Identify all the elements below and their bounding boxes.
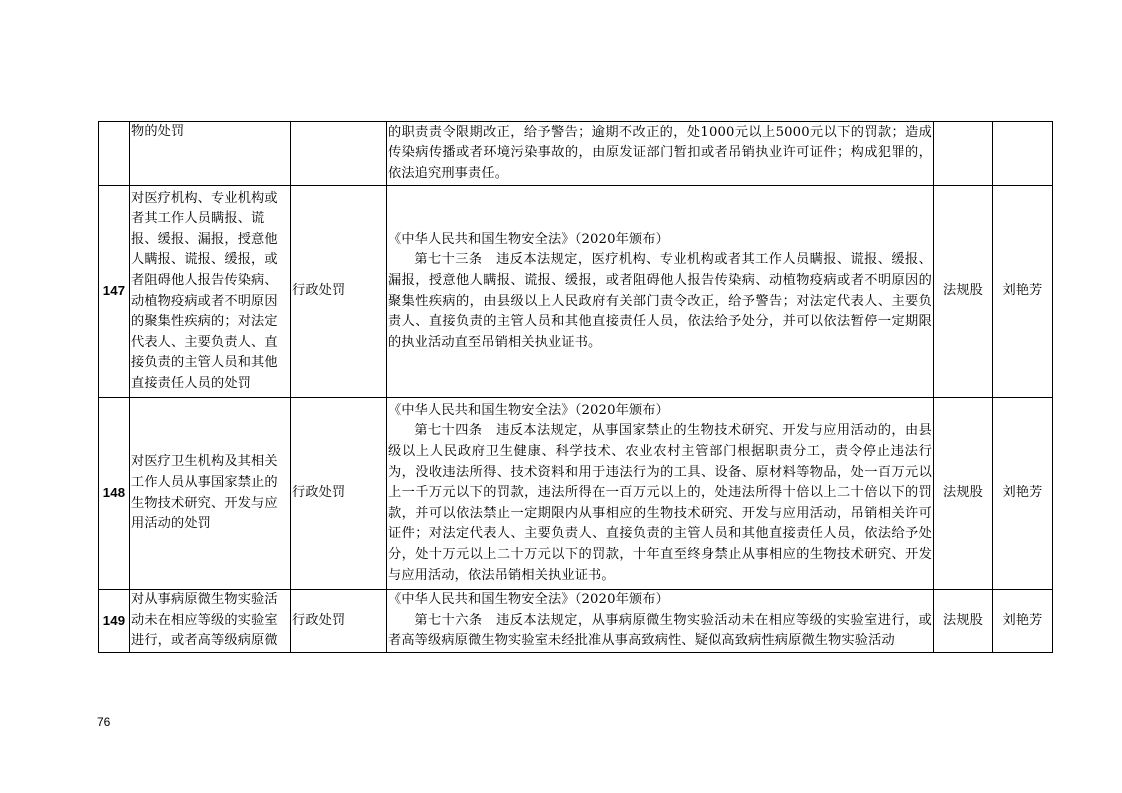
law-title: 《中华人民共和国生物安全法》（2020年颁布） [388,231,669,247]
responsible-department: 法规股 [934,398,993,590]
item-name: 对医疗机构、专业机构或者其工作人员瞒报、谎报、缓报、漏报，授意他人瞒报、谎报、缓报，或者阻碍他人报告传染病、动植物疫病或者不明原因的聚集性疾病的；对法定代表人、主要负责人、直接负责的主管人员和其他直接责任人员的处罚 [130,186,291,398]
item-type: 行政处罚 [291,590,387,653]
row-number: 148 [99,398,130,590]
item-type [291,122,387,186]
item-name: 对从事病原微生物实验活动未在相应等级的实验室进行，或者高等级病原微 [130,590,291,653]
legal-basis [387,590,934,653]
item-type: 行政处罚 [291,398,387,590]
responsible-person: 刘艳芳 [993,398,1053,590]
row-number: 147 [99,186,130,398]
responsible-person: 刘艳芳 [993,186,1053,398]
row-number: 149 [99,590,130,653]
legal-basis [387,398,934,590]
responsible-person [993,122,1053,186]
table-row [99,122,1053,186]
item-name: 物的处罚 [130,122,291,186]
law-article: 第七十四条 违反本法规定，从事国家禁止的生物技术研究、开发与应用活动的，由县级以上人民政府卫生健康、科学技术、农业农村主管部门根据职责分工，责令停止违法行为，没收违法所得、技术资料和用于违法行为的工具、设备、原材料等物品，处一百万元以上一千万元以下的罚款，违法所得在一百万元以上的，处违法所得十倍以上二十倍以下的罚款，并可以依法禁止一定期限内从事相应的生物技术研究、开发与应用活动，吊销相关许可证件；对法定代表人、主要负责人、直接负责的主管人员和其他直接责任人员，依法给予处分，处十万元以上二十万元以下的罚款，十年直至终身禁止从事相应的生物技术研究、开发与应用活动，依法吊销相关执业证书。 [388,423,932,583]
table-row [99,590,1053,653]
page-number: 76 [97,715,111,729]
row-number [99,122,130,186]
responsible-person: 刘艳芳 [993,590,1053,653]
responsible-department: 法规股 [934,186,993,398]
responsible-department: 法规股 [934,590,993,653]
law-article: 第七十三条 违反本法规定，医疗机构、专业机构或者其工作人员瞒报、谎报、缓报、漏报，授意他人瞒报、谎报、缓报，或者阻碍他人报告传染病、动植物疫病或者不明原因的聚集性疾病的，由县级以上人民政府有关部门责令改正，给予警告；对法定代表人、主要负责人、直接负责的主管人员和其他直接责任人员，依法给予处分，并可以依法暂停一定期限的执业活动直至吊销相关执业证书。 [388,252,932,350]
law-article: 的职责责令限期改正，给予警告；逾期不改正的，处1000元以上5000元以下的罚款；造成传染病传播或者环境污染事故的，由原发证部门暂扣或者吊销执业许可证件；构成犯罪的，依法追究刑事责任。 [388,124,932,181]
enforcement-table [98,121,1053,653]
legal-basis [387,186,934,398]
table-row [99,186,1053,398]
responsible-department [934,122,993,186]
table-row [99,398,1053,590]
legal-basis [387,122,934,186]
item-type: 行政处罚 [291,186,387,398]
law-article: 第七十六条 违反本法规定，从事病原微生物实验活动未在相应等级的实验室进行，或者高等级病原微生物实验室未经批准从事高致病性、疑似高致病性病原微生物实验活动 [388,612,932,649]
law-title: 《中华人民共和国生物安全法》（2020年颁布） [388,402,669,418]
law-title: 《中华人民共和国生物安全法》（2020年颁布） [388,592,669,608]
item-name: 对医疗卫生机构及其相关工作人员从事国家禁止的生物技术研究、开发与应用活动的处罚 [130,398,291,590]
